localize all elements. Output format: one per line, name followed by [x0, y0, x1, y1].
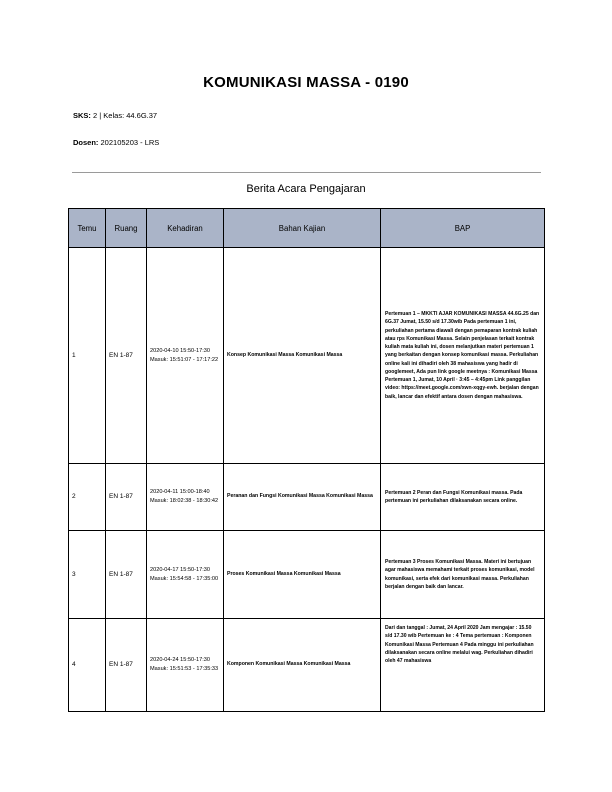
cell-kehadiran: 2020-04-11 15:00-18:40 Masuk: 18:02:38 - 18:30:42: [147, 464, 224, 531]
table-row: [69, 248, 545, 464]
sks-value: 2 | Kelas: 44.6G.37: [93, 111, 158, 120]
dosen-value: 202105203 - LRS: [100, 138, 160, 147]
table-row: [69, 619, 545, 712]
table-header-row: [69, 209, 545, 248]
cell-bahan-kajian: Komponen Komunikasi Massa Komunikasi Massa: [224, 619, 381, 712]
cell-bap: Pertemuan 2 Peran dan Fungsi Komunikasi massa. Pada pertemuan ini perkuliahan dilaksanakan secara online.: [381, 464, 545, 531]
cell-temu: 3: [69, 531, 106, 619]
cell-ruang: EN 1-87: [106, 531, 147, 619]
dosen-line: [73, 138, 159, 147]
col-header-ruang: Ruang: [106, 209, 147, 248]
divider: [72, 172, 541, 173]
col-header-temu: Temu: [69, 209, 106, 248]
cell-bap: Pertemuan 1 – MKKTI AJAR KOMUNIKASI MASSA 44.6G.25 dan 6G.37 Jumat, 15.50 s/d 17.30wib Pada pertemuan 1 ini, perkuliahan pertama diawali dengan pemaparan kontrak kuliah atau rps Komunikasi Massa. Selain penjelasan terkait kontrak kuliah mata kuliah ini, dosen melanjutkan materi pertemuan 1 yang berkaitan dengan konsep komunikasi massa. Perkuliahan online kali ini dihadiri oleh 38 mahasiswa yang hadir di googlemeet, Ada pun link google meetnya : Komunikasi Massa Pertemuan 1, Jumat, 10 April · 3:45 – 4:45pm Link panggilan video: https://meet.google.com/xwn-xqgy-ewh. berjalan dengan baik, lancar dan efektif antara dosen dengan mahasiswa.: [381, 248, 545, 464]
col-header-kehadiran: Kehadiran: [147, 209, 224, 248]
course-title: KOMUNIKASI MASSA - 0190: [203, 74, 409, 91]
cell-bahan-kajian: Proses Komunikasi Massa Komunikasi Massa: [224, 531, 381, 619]
cell-temu: 2: [69, 464, 106, 531]
cell-kehadiran: 2020-04-24 15:50-17:30 Masuk: 15:51:53 - 17:35:33: [147, 619, 224, 712]
table-row: [69, 531, 545, 619]
sks-line: [73, 111, 157, 120]
col-header-bap: BAP: [381, 209, 545, 248]
table-row: [69, 464, 545, 531]
sks-label: SKS:: [73, 111, 91, 120]
cell-temu: 1: [69, 248, 106, 464]
cell-bap: Pertemuan 3 Proses Komunikasi Massa. Materi ini bertujuan agar mahasiswa memahami terkait proses komunikasi, model komunikasi, serta efek dari komunikasi massa. Perkuliahan berjalan dengan baik dan lancar.: [381, 531, 545, 619]
cell-kehadiran: 2020-04-10 15:50-17:30 Masuk: 15:51:07 - 17:17:22: [147, 248, 224, 464]
bap-table: [68, 208, 545, 712]
cell-bap: Dari dan tanggal : Jumat, 24 April 2020 Jam mengajar : 15.50 s/d 17.30 wib Pertemuan ke : 4 Tema pertemuan : Komponen Komunikasi Massa Pertemuan 4 Pada minggu ini perkuliahan dilaksanakan secara online melalui wag. Perkuliahan dihadiri oleh 47 mahasiswa: [381, 619, 545, 712]
section-title: Berita Acara Pengajaran: [246, 183, 366, 195]
cell-ruang: EN 1-87: [106, 248, 147, 464]
dosen-label: Dosen:: [73, 138, 99, 147]
col-header-bahan-kajian: Bahan Kajian: [224, 209, 381, 248]
cell-ruang: EN 1-87: [106, 619, 147, 712]
cell-bahan-kajian: Konsep Komunikasi Massa Komunikasi Massa: [224, 248, 381, 464]
cell-kehadiran: 2020-04-17 15:50-17:30 Masuk: 15:54:58 - 17:35:00: [147, 531, 224, 619]
cell-bahan-kajian: Peranan dan Fungsi Komunikasi Massa Komunikasi Massa: [224, 464, 381, 531]
cell-ruang: EN 1-87: [106, 464, 147, 531]
cell-temu: 4: [69, 619, 106, 712]
